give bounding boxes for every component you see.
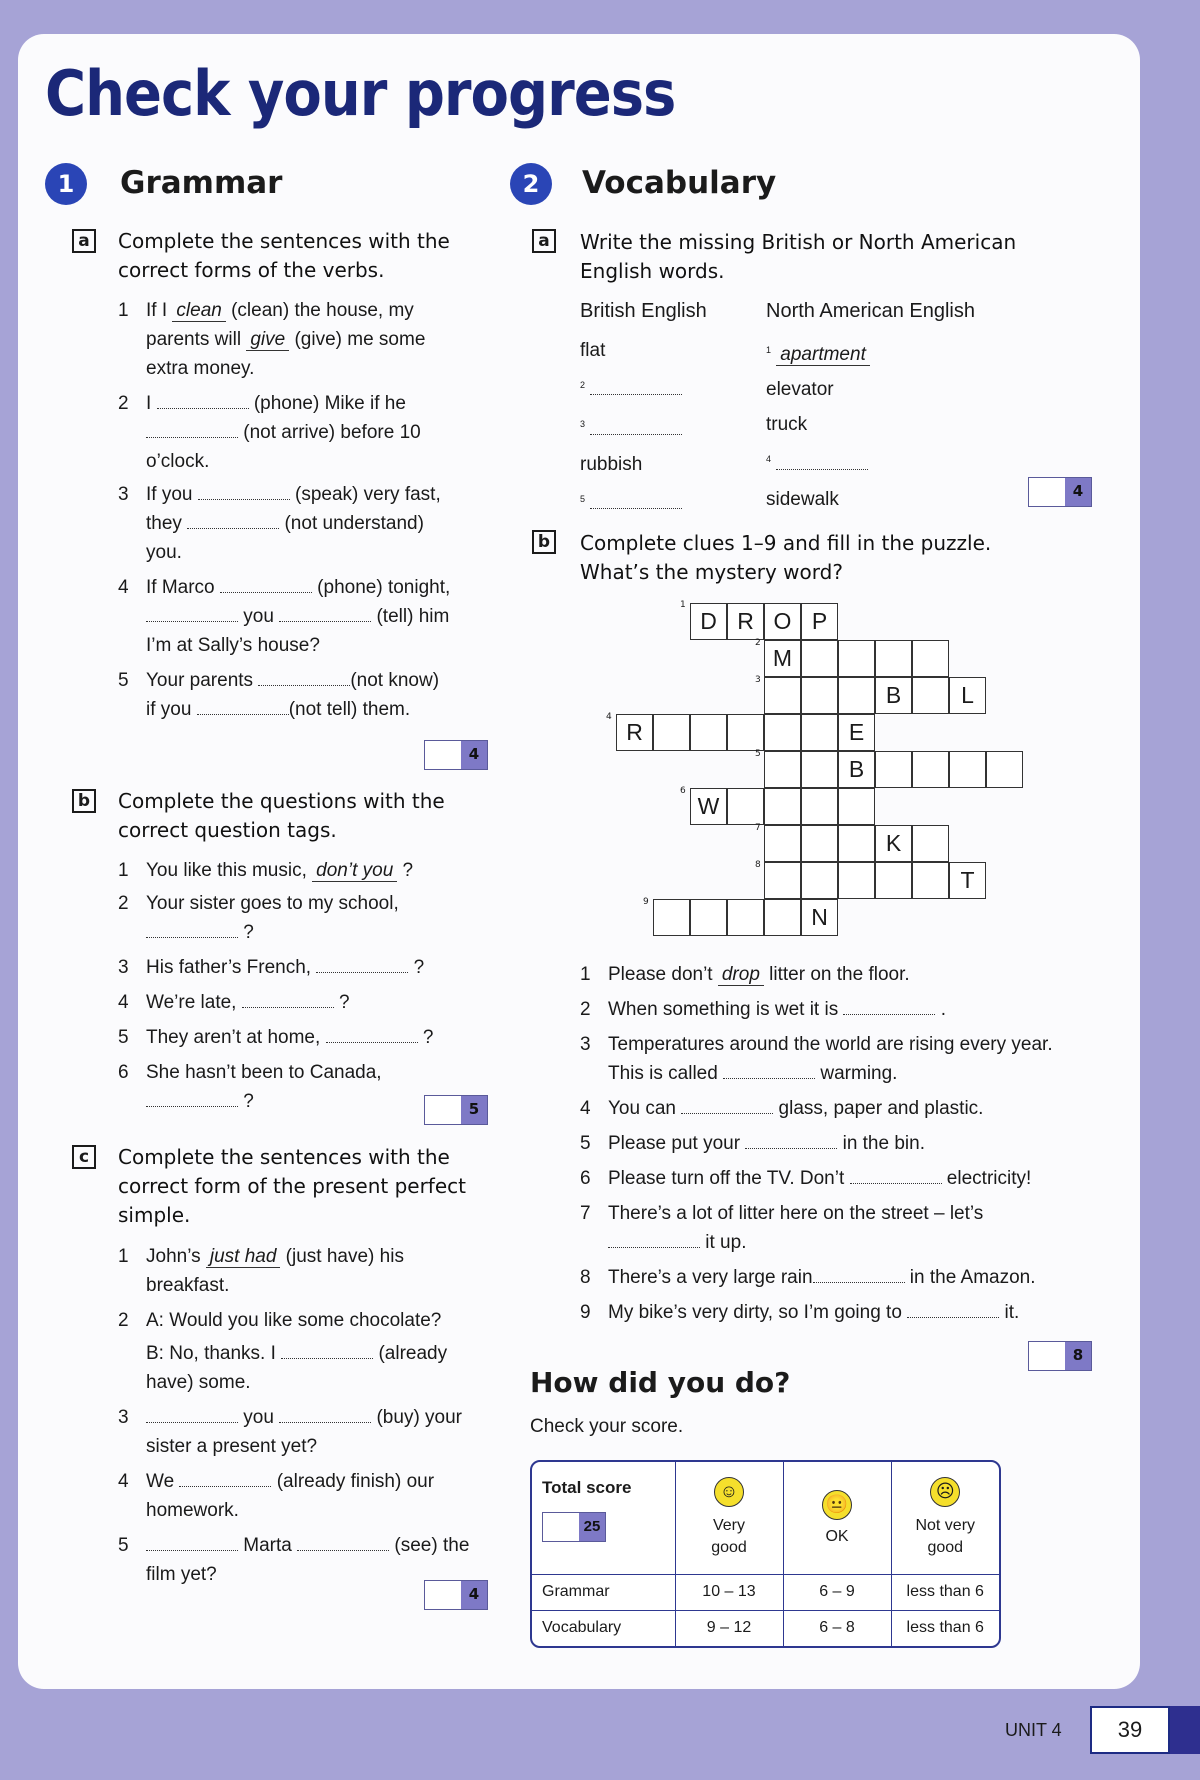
row-label-grammar: Grammar xyxy=(532,1574,675,1610)
crossword-cell xyxy=(801,862,838,899)
crossword-cell xyxy=(875,640,912,677)
crossword-cell: B xyxy=(838,751,875,788)
crossword-cell xyxy=(838,825,875,862)
vocabulary-very-good: 9 – 12 xyxy=(675,1610,783,1646)
crossword-cell xyxy=(764,862,801,899)
crossword-cell xyxy=(801,788,838,825)
crossword-cell xyxy=(949,751,986,788)
vocabulary-ok: 6 – 8 xyxy=(783,1610,891,1646)
crossword-cell xyxy=(912,825,949,862)
total-score-label: Total score xyxy=(542,1478,632,1497)
crossword-cell xyxy=(801,825,838,862)
crossword-cell xyxy=(801,640,838,677)
score-box-2a: 4 xyxy=(1028,477,1092,507)
crossword-cell xyxy=(727,899,764,936)
section-number-grammar: 1 xyxy=(45,163,87,205)
crossword-cell xyxy=(912,751,949,788)
american-words: $^1$ apartment elevator truck $^4$ sidewalk xyxy=(766,336,986,514)
crossword-cell xyxy=(875,862,912,899)
instruction-2a: Write the missing British or North American English words. xyxy=(580,230,1017,283)
crossword-cell xyxy=(801,677,838,714)
page-number: 39 xyxy=(1090,1706,1170,1754)
crossword-cell xyxy=(986,751,1023,788)
check-score-text: Check your score. xyxy=(530,1416,684,1437)
crossword-cell xyxy=(912,677,949,714)
section-heading-vocabulary: Vocabulary xyxy=(582,165,777,201)
crossword-cell: K xyxy=(875,825,912,862)
crossword-cell xyxy=(727,788,764,825)
score-box-2b: 8 xyxy=(1028,1341,1092,1371)
neutral-face-icon: 😐 xyxy=(822,1490,852,1520)
section-number-vocabulary: 2 xyxy=(510,163,552,205)
row-label-vocabulary: Vocabulary xyxy=(532,1610,675,1646)
crossword-cell xyxy=(727,714,764,751)
crossword-cell: T xyxy=(949,862,986,899)
score-box-1b: 5 xyxy=(424,1095,488,1125)
crossword-cell: B xyxy=(875,677,912,714)
crossword-cell: O xyxy=(764,603,801,640)
crossword-cell xyxy=(912,640,949,677)
crossword-cell: E xyxy=(838,714,875,751)
col-ok: OK xyxy=(825,1527,849,1545)
exercise-letter-2b: b xyxy=(532,530,556,554)
exercise-1c-items: 1 John’s just had (just have) his breakfast. 2 A: Would you like some chocolate? B: No, thanks. I (already have) some. 3 you (buy) your sister a present yet? 4 We (already finish) our homework. 5 Marta (see) the film yet? xyxy=(118,1246,470,1585)
total-score-box: 25 xyxy=(542,1512,606,1542)
crossword-cell xyxy=(764,899,801,936)
crossword-cell xyxy=(764,751,801,788)
instruction-1c: Complete the sentences with the correct form of the present perfect simple. xyxy=(118,1145,466,1227)
british-words: flat $^2$ $^3$ rubbish $^5$ xyxy=(580,336,750,518)
crossword-cell: N xyxy=(801,899,838,936)
crossword-cell: M xyxy=(764,640,801,677)
crossword-cell xyxy=(764,714,801,751)
col-very-good: Very good xyxy=(711,1516,747,1556)
vocabulary-not-very-good: less than 6 xyxy=(891,1610,999,1646)
grammar-not-very-good: less than 6 xyxy=(891,1574,999,1610)
crossword-cell: L xyxy=(949,677,986,714)
crossword-cell xyxy=(653,899,690,936)
crossword-cell: W xyxy=(690,788,727,825)
crossword-cell xyxy=(764,677,801,714)
crossword-clues: 1 Please don’t drop litter on the floor. 2 When something is wet it is . 3 Temperatures around the world are rising every year. This is called warming. 4 You can glass, paper and plastic. 5 Please put your in the bin. 6 Please turn off the TV. Don’t electricity! 7 There’s a lot of litter here on the street – let’s it up. 8 There’s a very large rain in the Amazon. 9 My bike’s very dirty, so I’m going to it. xyxy=(580,964,1053,1323)
smile-icon: ☺ xyxy=(714,1477,744,1507)
exercise-letter-1a: a xyxy=(72,229,96,253)
frown-icon: ☹ xyxy=(930,1477,960,1507)
score-table xyxy=(530,1460,1001,1648)
crossword-cell xyxy=(912,862,949,899)
crossword-cell xyxy=(764,788,801,825)
crossword-cell xyxy=(875,751,912,788)
crossword-cell: R xyxy=(616,714,653,751)
grammar-very-good: 10 – 13 xyxy=(675,1574,783,1610)
crossword-cell: P xyxy=(801,603,838,640)
instruction-1a: Complete the sentences with the correct forms of the verbs. xyxy=(118,229,450,282)
crossword-cell xyxy=(764,825,801,862)
crossword-cell: D xyxy=(690,603,727,640)
exercise-1a-items: 1 If I clean (clean) the house, my parents will give (give) me some extra money. 2 I (phone) Mike if he (not arrive) before 10 o’clock. 3 If you (speak) very fast, they (not understand) you. 4 If Marco (phone) tonight, you (tell) him I’m at Sally’s house? 5 Your parents (not know) if you (not tell) them. xyxy=(118,300,451,720)
exercise-letter-1b: b xyxy=(72,789,96,813)
crossword-cell: R xyxy=(727,603,764,640)
score-box-1c: 4 xyxy=(424,1580,488,1610)
crossword-cell xyxy=(838,677,875,714)
crossword-cell xyxy=(801,714,838,751)
crossword-cell xyxy=(690,714,727,751)
col-british-english: British English xyxy=(580,300,707,322)
crossword-cell xyxy=(653,714,690,751)
page-title: Check your progress xyxy=(45,58,676,131)
crossword-cell xyxy=(801,751,838,788)
grammar-ok: 6 – 9 xyxy=(783,1574,891,1610)
crossword-cell xyxy=(838,788,875,825)
crossword-cell xyxy=(838,640,875,677)
col-not-very-good: Not very good xyxy=(915,1516,976,1556)
exercise-letter-1c: c xyxy=(72,1145,96,1169)
exercise-letter-2a: a xyxy=(532,229,556,253)
exercise-1b-items: 1 You like this music, don’t you ? 2 Your sister goes to my school, ? 3 His father’s French, ? 4 We’re late, ? 5 They aren’t at home, ? 6 She hasn’t been to Canada, ? xyxy=(118,860,434,1112)
score-box-1a: 4 xyxy=(424,740,488,770)
how-did-you-do-heading: How did you do? xyxy=(530,1366,791,1399)
col-north-american-english: North American English xyxy=(766,300,975,322)
instruction-2b: Complete clues 1–9 and fill in the puzzle. What’s the mystery word? xyxy=(580,531,992,584)
crossword-cell xyxy=(690,899,727,936)
crossword-cell xyxy=(838,862,875,899)
unit-label: UNIT 4 xyxy=(1005,1720,1062,1740)
page-tab xyxy=(1170,1706,1200,1754)
section-heading-grammar: Grammar xyxy=(120,165,283,201)
instruction-1b: Complete the questions with the correct question tags. xyxy=(118,789,445,842)
